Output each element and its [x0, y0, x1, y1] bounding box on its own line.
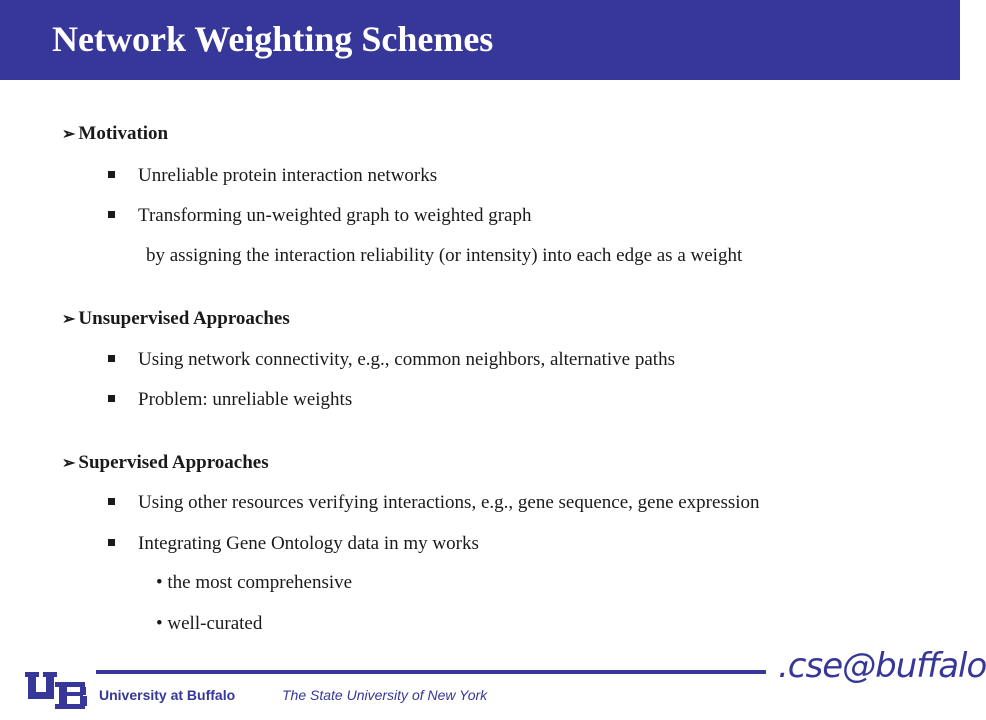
- sub-bullet-item: • the most comprehensive: [156, 572, 353, 593]
- bullet-continuation: by assigning the interaction reliability (or intensity) into each edge as a weight: [146, 245, 743, 266]
- bullet-text: Problem: unreliable weights: [138, 389, 353, 410]
- bullet-text: Integrating Gene Ontology data in my works: [138, 533, 479, 554]
- square-bullet-icon: [108, 498, 115, 505]
- square-bullet-icon: [108, 211, 115, 218]
- bullet-item: [108, 205, 531, 227]
- heading-text: Unsupervised Approaches: [78, 308, 290, 329]
- arrow-bullet-icon: ➢: [62, 126, 76, 143]
- sub-bullet-item: • well-curated: [156, 613, 263, 634]
- square-bullet-icon: [108, 539, 115, 546]
- bullet-item: [108, 533, 479, 555]
- heading-text: Motivation: [78, 123, 169, 144]
- bullet-item: [108, 349, 675, 371]
- bullet-item: [108, 165, 437, 187]
- bullet-text: Using other resources verifying interactions, e.g., gene sequence, gene expression: [138, 492, 760, 513]
- university-subtitle: The State University of New York: [282, 687, 488, 703]
- cse-buffalo-logo: .cse@buffalo: [778, 646, 986, 686]
- section-heading-motivation: [62, 123, 168, 145]
- heading-text: Supervised Approaches: [78, 452, 269, 473]
- bullet-item: [108, 492, 760, 514]
- sub-bullet-text: well-curated: [167, 613, 263, 634]
- arrow-bullet-icon: ➢: [62, 455, 76, 472]
- section-heading-supervised: [62, 452, 269, 474]
- ub-logo-icon: [25, 672, 91, 710]
- sub-bullet-text: the most comprehensive: [167, 572, 353, 593]
- university-name: University at Buffalo: [99, 687, 236, 703]
- bullet-text: Transforming un-weighted graph to weighted graph: [138, 205, 532, 226]
- bullet-item: [108, 389, 352, 411]
- section-heading-unsupervised: [62, 308, 290, 330]
- arrow-bullet-icon: ➢: [62, 311, 76, 328]
- square-bullet-icon: [108, 171, 115, 178]
- slide-title: Network Weighting Schemes: [52, 19, 494, 59]
- footer-divider: [96, 670, 766, 674]
- square-bullet-icon: [108, 395, 115, 402]
- bullet-text: Unreliable protein interaction networks: [138, 165, 438, 186]
- bullet-text: Using network connectivity, e.g., common neighbors, alternative paths: [138, 349, 675, 370]
- square-bullet-icon: [108, 355, 115, 362]
